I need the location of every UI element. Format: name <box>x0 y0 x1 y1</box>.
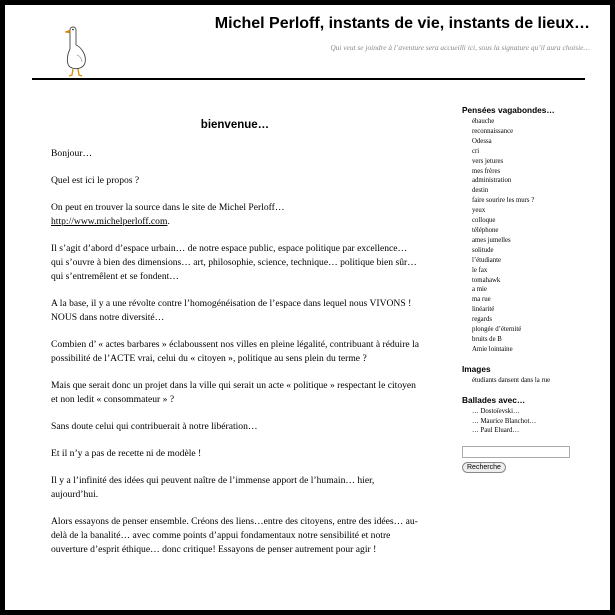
post-paragraph <box>51 201 419 229</box>
sidebar-item[interactable] <box>472 376 592 386</box>
sidebar <box>462 105 592 473</box>
widget-ballades <box>462 395 592 437</box>
sidebar-link[interactable]: vers jetures <box>472 157 504 165</box>
sidebar-link[interactable]: le fax <box>472 266 488 274</box>
sidebar-link[interactable]: faire sourire les murs ? <box>472 197 535 205</box>
page-frame <box>5 5 610 610</box>
sidebar-link[interactable]: regards <box>472 316 493 324</box>
sidebar-link[interactable]: tomahawk <box>472 276 501 284</box>
widget-title-images: Images <box>462 363 491 374</box>
sidebar-link[interactable]: Amie lointaine <box>472 345 513 353</box>
widget-images <box>462 364 592 386</box>
sidebar-link[interactable]: linéarité <box>472 306 495 314</box>
sidebar-item[interactable] <box>472 167 592 177</box>
sidebar-item[interactable] <box>472 417 592 427</box>
sidebar-item[interactable] <box>472 117 592 127</box>
widget-title-ballades: Ballades avec… <box>462 394 526 405</box>
search-button[interactable]: Recherche <box>462 462 506 473</box>
ballades-list <box>462 407 592 437</box>
sidebar-link[interactable]: reconnaissance <box>472 127 514 135</box>
post-body <box>51 147 419 557</box>
sidebar-item[interactable] <box>472 295 592 305</box>
goose-icon[interactable] <box>61 25 89 77</box>
sidebar-item[interactable] <box>472 325 592 335</box>
site-tagline: Qui veut se joindre à l’aventure sera accueilli ici, sous la signature qu’il aura choisie… <box>330 43 590 52</box>
search-form <box>462 446 592 473</box>
sidebar-item[interactable] <box>472 426 592 436</box>
sidebar-link[interactable]: l’étudiante <box>472 256 502 264</box>
sidebar-link[interactable]: … Paul Eluard… <box>472 427 520 435</box>
perloff-site-link[interactable]: http://www.michelperloff.com <box>51 216 168 227</box>
sidebar-item[interactable] <box>472 305 592 315</box>
search-input[interactable] <box>462 446 570 458</box>
post-title[interactable]: bienvenue… <box>200 119 270 131</box>
sidebar-link[interactable]: téléphone <box>472 226 499 234</box>
widget-title-pensees: Pensées vagabondes… <box>462 105 555 115</box>
sidebar-item[interactable] <box>472 407 592 417</box>
post-paragraph: Il s’agit d’abord d’espace urbain… de notre espace public, espace politique par excellence… qui s’ouvre à bien des dimensions… art, philosophie, science, technique… politique bien sûr… qui s’entremêlent et se fondent… <box>51 243 417 282</box>
post-paragraph: Sans doute celui qui contribuerait à notre libération… <box>51 421 258 432</box>
site-title[interactable]: Michel Perloff, instants de vie, instants de lieux… <box>214 15 590 32</box>
widget-pensees <box>462 105 592 355</box>
sidebar-item[interactable] <box>472 127 592 137</box>
site-header <box>5 5 610 80</box>
sidebar-link[interactable]: yeux <box>472 207 486 215</box>
pensees-list <box>462 117 592 355</box>
sidebar-link[interactable]: a mie <box>472 286 487 294</box>
sidebar-link[interactable]: … Dostoïevski… <box>472 407 520 415</box>
sidebar-item[interactable] <box>472 216 592 226</box>
post-paragraph: Et il n’y a pas de recette ni de modèle ! <box>51 448 202 459</box>
sidebar-item[interactable] <box>472 206 592 216</box>
post-paragraph: Mais que serait donc un projet dans la ville qui serait un acte « politique » respectant le citoyen et non ledit « consommateur » ? <box>51 380 416 405</box>
sidebar-item[interactable] <box>472 196 592 206</box>
sidebar-item[interactable] <box>472 246 592 256</box>
sidebar-item[interactable] <box>472 335 592 345</box>
sidebar-item[interactable] <box>472 266 592 276</box>
sidebar-link[interactable]: mes frères <box>472 167 501 175</box>
sidebar-item[interactable] <box>472 176 592 186</box>
sidebar-item[interactable] <box>472 157 592 167</box>
post-text: On peut en trouver la source dans le site de Michel Perloff… <box>51 202 285 213</box>
post-paragraph: Bonjour… <box>51 148 93 159</box>
post-text: . <box>167 216 170 227</box>
sidebar-item[interactable] <box>472 226 592 236</box>
sidebar-link[interactable]: … Maurice Blanchot… <box>472 417 537 425</box>
sidebar-link[interactable]: ames jumelles <box>472 236 511 244</box>
sidebar-link[interactable]: cri <box>472 147 480 155</box>
sidebar-link[interactable]: plongée d’éternité <box>472 326 522 334</box>
post-paragraph: Combien d’ « actes barbares » éclaboussent nos villes en pleine légalité, contribuant à réduire la possibilité de l’ACTE vrai, celui du « citoyen », politique au sens plein du terme ? <box>51 339 419 364</box>
sidebar-link[interactable]: solitude <box>472 246 494 254</box>
post-paragraph: Il y a l’infinité des idées qui peuvent naître de l’immense apport de l’humain… hier, aujourd’hui. <box>51 475 375 500</box>
sidebar-item[interactable] <box>472 147 592 157</box>
images-list <box>462 376 592 386</box>
post-paragraph: Quel est ici le propos ? <box>51 175 140 186</box>
sidebar-item[interactable] <box>472 186 592 196</box>
header-divider <box>32 78 585 80</box>
sidebar-item[interactable] <box>472 285 592 295</box>
sidebar-item[interactable] <box>472 236 592 246</box>
sidebar-link[interactable]: ébauche <box>472 118 495 125</box>
post-paragraph: Alors essayons de penser ensemble. Créons des liens…entre des citoyens, entre des idées… au-delà de la banalité… avec comme points d’appui fondamentaux notre sensibilité et notre ouverture d’esprit éthique… donc critique! Essayons de penser autrement pour agir ! <box>51 516 418 555</box>
sidebar-item[interactable] <box>472 256 592 266</box>
main-content <box>51 119 419 570</box>
sidebar-link[interactable]: colloque <box>472 217 496 225</box>
sidebar-item[interactable] <box>472 276 592 286</box>
sidebar-link[interactable]: destin <box>472 187 489 195</box>
sidebar-link[interactable]: Odessa <box>472 137 492 145</box>
sidebar-item[interactable] <box>472 345 592 355</box>
sidebar-item[interactable] <box>472 315 592 325</box>
sidebar-item[interactable] <box>472 137 592 147</box>
post-paragraph: A la base, il y a une révolte contre l’homogénéisation de l’espace dans lequel nous VIVONS ! NOUS dans notre diversité… <box>51 298 412 323</box>
sidebar-link[interactable]: étudiants dansent dans la rue <box>472 376 551 384</box>
sidebar-link[interactable]: ma rue <box>472 296 491 304</box>
sidebar-link[interactable]: bruits de B <box>472 335 502 343</box>
sidebar-link[interactable]: administration <box>472 177 512 185</box>
